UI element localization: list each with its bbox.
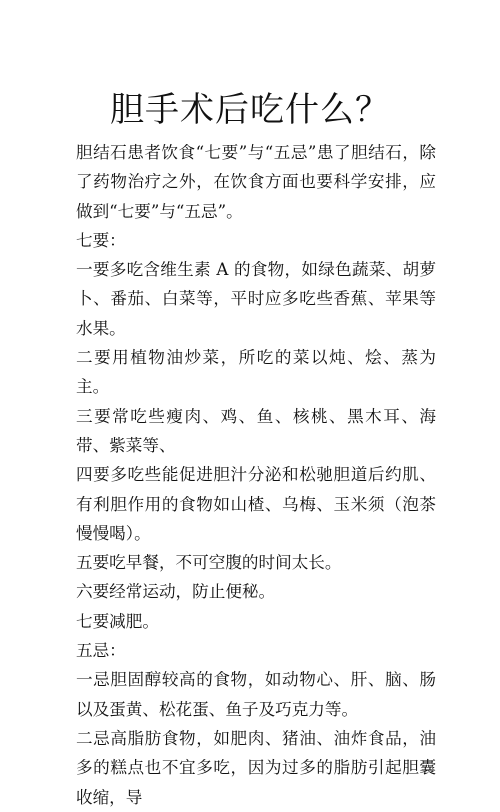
list-item-do-7: 七要减肥。 xyxy=(76,611,159,631)
list-item-do-2: 二要用植物油炒菜，所吃的菜以炖、烩、蒸为主。 xyxy=(76,348,436,397)
section-heading-seven-dos: 七要： xyxy=(76,230,126,250)
list-item-do-1: 一要多吃含维生素 A 的食物，如绿色蔬菜、胡萝卜、番茄、白菜等，平时应多吃些香蕉、苹果等水果。 xyxy=(76,260,436,338)
list-item-do-5: 五要吃早餐，不可空腹的时间太长。 xyxy=(76,553,342,573)
list-item-do-6: 六要经常运动，防止便秘。 xyxy=(76,582,276,602)
intro-paragraph: 胆结石患者饮食“七要”与“五忌”患了胆结石，除了药物治疗之外，在饮食方面也要科学安排，应做到“七要”与“五忌”。 xyxy=(76,143,436,221)
document-title: 胆手术后吃什么？ xyxy=(110,90,390,130)
list-item-do-4: 四要多吃些能促进胆汁分泌和松驰胆道后约肌、有利胆作用的食物如山楂、乌梅、玉米须（泡茶慢慢喝）。 xyxy=(76,465,436,543)
section-heading-five-donts: 五忌： xyxy=(76,641,126,661)
list-item-dont-1: 一忌胆固醇较高的食物，如动物心、肝、脑、肠以及蛋黄、松花蛋、鱼子及巧克力等。 xyxy=(76,670,436,719)
list-item-do-3: 三要常吃些瘦肉、鸡、鱼、核桃、黑木耳、海带、紫菜等、 xyxy=(76,406,436,455)
document-body xyxy=(76,138,436,812)
list-item-dont-2: 二忌高脂肪食物，如肥肉、猪油、油炸食品，油多的糕点也不宜多吃，因为过多的脂肪引起胆囊收缩，导 xyxy=(76,728,436,807)
